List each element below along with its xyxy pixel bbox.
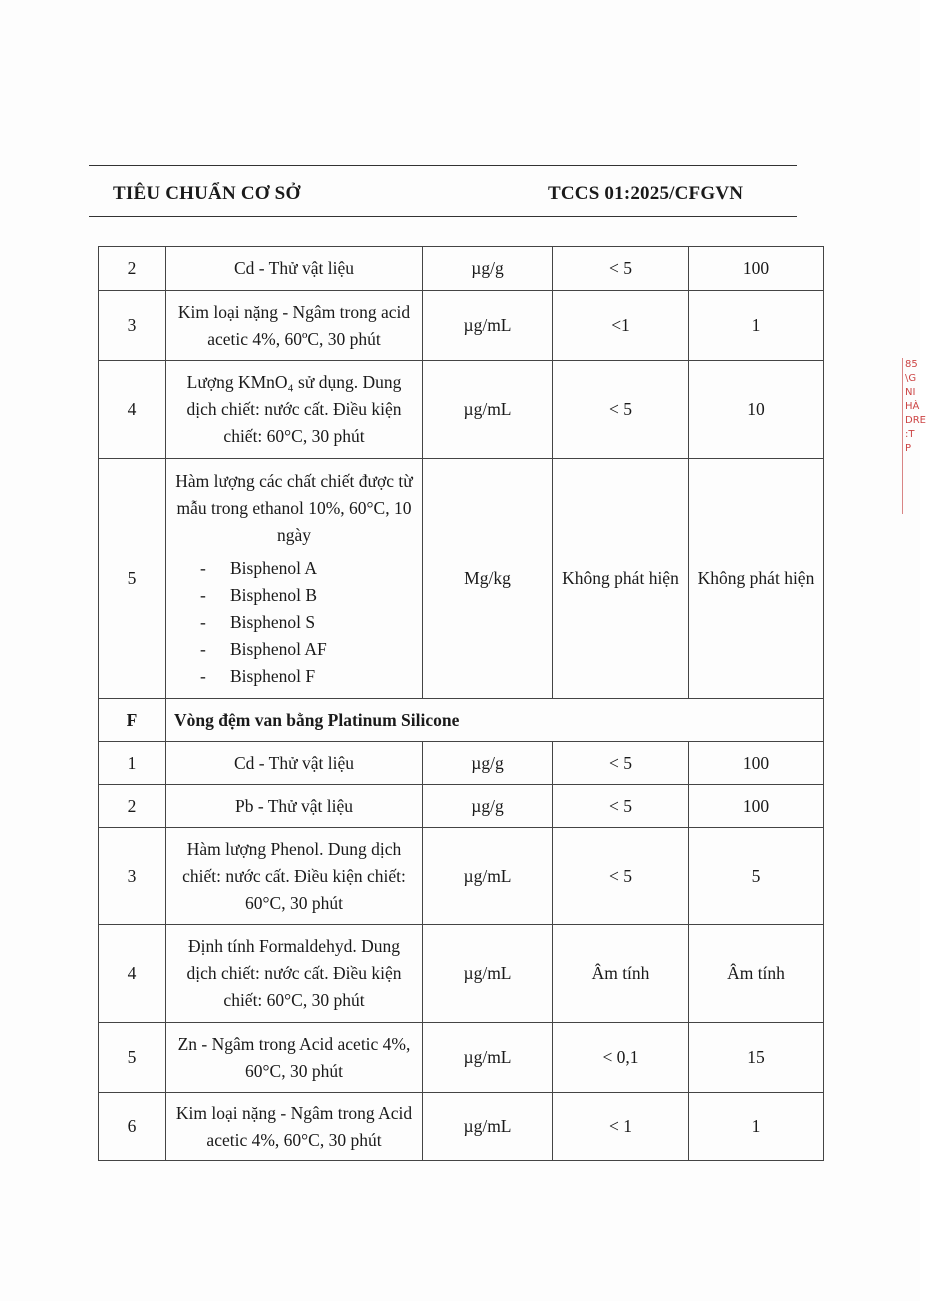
bisphenol-list — [174, 555, 414, 690]
standard-title: TIÊU CHUẨN CƠ SỞ — [113, 183, 301, 204]
result-cell: < 5 — [553, 247, 689, 291]
limit-cell: Không phát hiện — [689, 459, 824, 699]
limit-cell: 10 — [689, 361, 824, 459]
test-description: Kim loại nặng - Ngâm trong Acid acetic 4%, 60°C, 30 phút — [166, 1093, 423, 1161]
test-description: Kim loại nặng - Ngâm trong acid acetic 4%, 60ºC, 30 phút — [166, 291, 423, 361]
section-letter: F — [99, 699, 166, 742]
header-bottom-rule — [89, 216, 797, 217]
table-row — [99, 742, 824, 785]
test-description: Zn - Ngâm trong Acid acetic 4%, 60°C, 30 phút — [166, 1023, 423, 1093]
list-item: - Bisphenol AF — [200, 636, 414, 663]
table-row — [99, 291, 824, 361]
row-number: 2 — [99, 247, 166, 291]
result-cell: < 5 — [553, 828, 689, 925]
row-number: 5 — [99, 1023, 166, 1093]
table-row — [99, 785, 824, 828]
result-cell: <1 — [553, 291, 689, 361]
unit-cell: µg/mL — [423, 291, 553, 361]
section-row — [99, 699, 824, 742]
row-number: 3 — [99, 291, 166, 361]
row-number: 2 — [99, 785, 166, 828]
test-description: Hàm lượng Phenol. Dung dịch chiết: nước cất. Điều kiện chiết: 60°C, 30 phút — [166, 828, 423, 925]
unit-cell: µg/mL — [423, 828, 553, 925]
unit-cell: µg/g — [423, 785, 553, 828]
unit-cell: µg/mL — [423, 1093, 553, 1161]
limit-cell: 100 — [689, 742, 824, 785]
result-cell: < 5 — [553, 742, 689, 785]
test-description: Pb - Thử vật liệu — [166, 785, 423, 828]
table-row — [99, 459, 824, 699]
limit-cell: Âm tính — [689, 925, 824, 1023]
list-item: - Bisphenol B — [200, 582, 414, 609]
stamp-text: \G — [905, 373, 917, 384]
row-number: 6 — [99, 1093, 166, 1161]
section-title: Vòng đệm van bằng Platinum Silicone — [166, 699, 824, 742]
limit-cell: 5 — [689, 828, 824, 925]
specification-table — [98, 246, 824, 1161]
unit-cell: µg/g — [423, 247, 553, 291]
limit-cell: 15 — [689, 1023, 824, 1093]
stamp-text: DRE — [905, 415, 926, 426]
limit-cell: 100 — [689, 785, 824, 828]
stamp-text: P — [905, 443, 912, 454]
test-description: Cd - Thử vật liệu — [166, 247, 423, 291]
stamp-text: HÀ — [905, 401, 920, 412]
limit-cell: 1 — [689, 291, 824, 361]
table-row — [99, 925, 824, 1023]
result-cell: < 5 — [553, 785, 689, 828]
result-cell: Không phát hiện — [553, 459, 689, 699]
result-cell: Âm tính — [553, 925, 689, 1023]
stamp-text: 85 — [905, 359, 918, 370]
result-cell: < 5 — [553, 361, 689, 459]
list-item: - Bisphenol F — [200, 663, 414, 690]
stamp-text: :T — [905, 429, 915, 440]
table-row — [99, 361, 824, 459]
row-number: 4 — [99, 361, 166, 459]
limit-cell: 100 — [689, 247, 824, 291]
table-row — [99, 1023, 824, 1093]
row-number: 1 — [99, 742, 166, 785]
unit-cell: µg/mL — [423, 925, 553, 1023]
table-row — [99, 1093, 824, 1161]
list-item: - Bisphenol S — [200, 609, 414, 636]
extract-description: Hàm lượng các chất chiết được từ mẫu trong ethanol 10%, 60°C, 10 ngày — [175, 470, 413, 545]
standard-code: TCCS 01:2025/CFGVN — [548, 183, 744, 204]
row-number: 4 — [99, 925, 166, 1023]
test-description: Cd - Thử vật liệu — [166, 742, 423, 785]
test-description — [166, 459, 423, 699]
unit-cell: µg/mL — [423, 361, 553, 459]
row-number: 5 — [99, 459, 166, 699]
unit-cell: µg/mL — [423, 1023, 553, 1093]
unit-cell: Mg/kg — [423, 459, 553, 699]
red-stamp-edge — [902, 358, 926, 514]
row-number: 3 — [99, 828, 166, 925]
test-description: Định tính Formaldehyd. Dung dịch chiết: nước cất. Điều kiện chiết: 60°C, 30 phút — [166, 925, 423, 1023]
list-item: - Bisphenol A — [200, 555, 414, 582]
table-row — [99, 828, 824, 925]
result-cell: < 1 — [553, 1093, 689, 1161]
table-row — [99, 247, 824, 291]
unit-cell: µg/g — [423, 742, 553, 785]
stamp-text: NI — [905, 387, 916, 398]
result-cell: < 0,1 — [553, 1023, 689, 1093]
limit-cell: 1 — [689, 1093, 824, 1161]
header-top-rule — [89, 165, 797, 166]
test-description: Lượng KMnO₄ sử dụng. Dung dịch chiết: nước cất. Điều kiện chiết: 60°C, 30 phút — [166, 361, 423, 459]
